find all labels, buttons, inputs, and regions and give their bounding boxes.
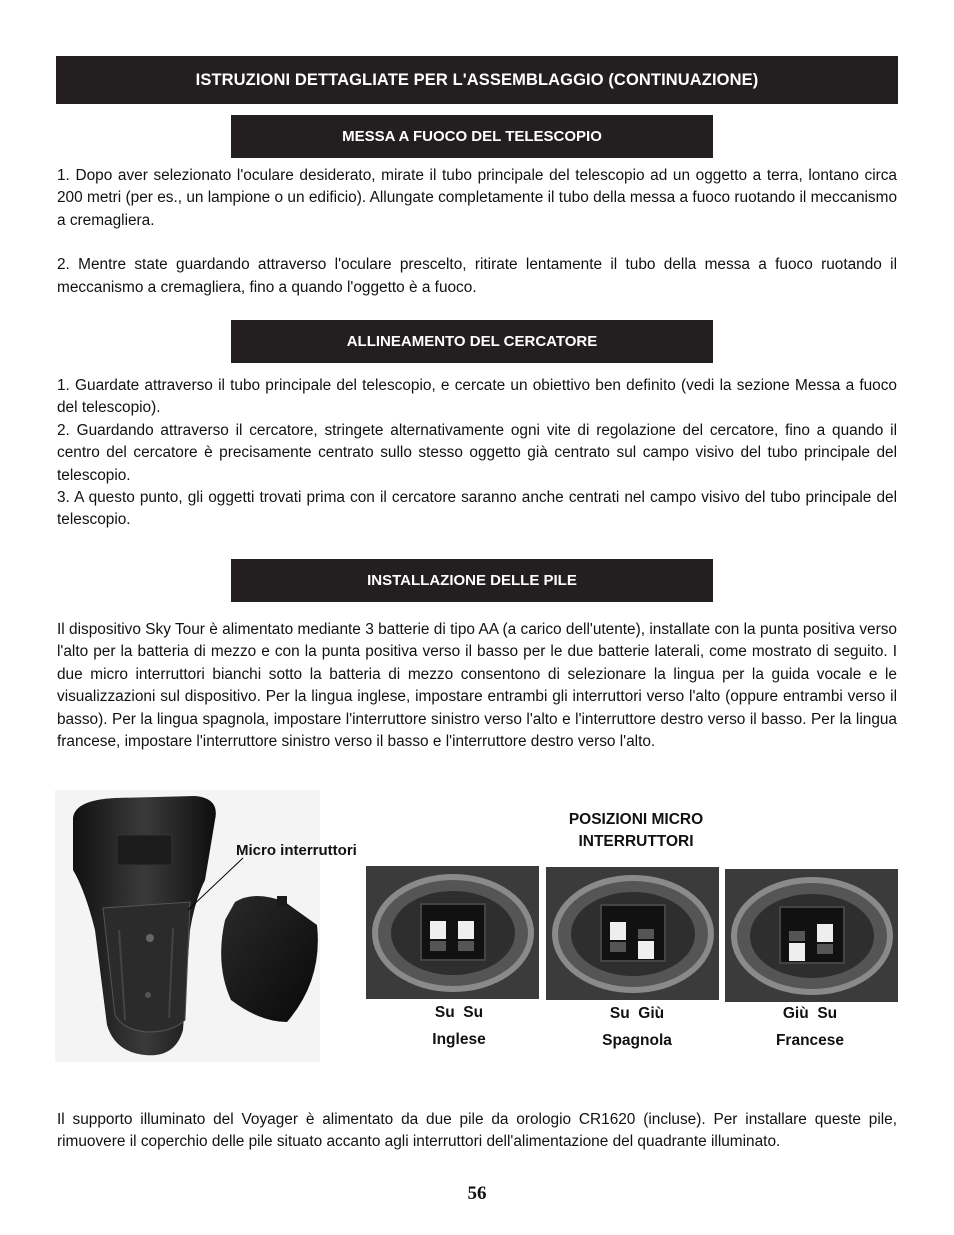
page-header-title: ISTRUZIONI DETTAGLIATE PER L'ASSEMBLAGGIO (CONTINUAZIONE) bbox=[195, 70, 759, 89]
paragraph: 2. Mentre state guardando attraverso l'oculare prescelto, ritirate lentamente il tubo della messa a fuoco ruotando il meccanismo a cremagliera, fino a quando l'oggetto è a fuoco. bbox=[57, 256, 897, 296]
section-body-focus bbox=[57, 165, 897, 299]
paragraph: 1. Guardate attraverso il tubo principale del telescopio, e cercate un obiettivo ben definito (vedi la sezione Messa a fuoco del telescopio). bbox=[57, 377, 897, 417]
section-title: MESSA A FUOCO DEL TELESCOPIO bbox=[342, 128, 602, 145]
switch-positions-label: Su Giù bbox=[609, 1005, 665, 1022]
switch-photo-spagnola bbox=[546, 867, 719, 1000]
page-header-bar bbox=[56, 56, 898, 104]
switch-language-label: Spagnola bbox=[602, 1032, 672, 1049]
paragraph: 3. A questo punto, gli oggetti trovati prima con il cercatore saranno anche centrati nel campo visivo del tubo principale del telescopio. bbox=[57, 489, 897, 529]
device-photo bbox=[55, 790, 320, 1062]
device-callout-label: Micro interruttori bbox=[236, 842, 357, 859]
paragraph: 2. Guardando attraverso il cercatore, stringete alternativamente ogni vite di regolazione del cercatore, fino a quando il centro del cercatore è precisamente centrato sullo stesso oggetto già centrato sul campo visivo del tubo principale del telescopio. bbox=[57, 421, 897, 484]
section-title: ALLINEAMENTO DEL CERCATORE bbox=[346, 333, 598, 350]
section-header-finder bbox=[231, 320, 713, 363]
section-header-batteries bbox=[231, 559, 713, 602]
switch-positions-title bbox=[540, 809, 732, 853]
switch-positions-label: Giù Su bbox=[782, 1005, 838, 1022]
section-body-finder bbox=[57, 375, 897, 532]
switch-positions-title-line: INTERRUTTORI bbox=[578, 833, 694, 850]
switch-photo-francese bbox=[725, 869, 898, 1002]
footer-paragraph bbox=[57, 1109, 897, 1154]
section-title: INSTALLAZIONE DELLE PILE bbox=[367, 572, 577, 589]
switch-positions-label: Su Su bbox=[434, 1004, 484, 1021]
page-number: 56 bbox=[467, 1183, 487, 1204]
paragraph: 1. Dopo aver selezionato l'oculare desiderato, mirate il tubo principale del telescopio ad un oggetto a terra, lontano circa 200 metri (per es., un lampione o un edificio). Allungate completamente il tubo della messa a fuoco ruotando il meccanismo a cremagliera. bbox=[57, 167, 897, 229]
section-body-batteries bbox=[57, 619, 897, 753]
paragraph: Il dispositivo Sky Tour è alimentato mediante 3 batterie di tipo AA (a carico dell'utente), installate con la punta positiva verso l'alto per la batteria di mezzo e con la punta positiva verso il basso per le due batterie laterali, come mostrato di seguito. I due micro interruttori bianchi sotto la batteria di mezzo consentono di selezionare la lingua per la guida vocale e le visualizzazioni sul dispositivo. Per la lingua inglese, impostare entrambi gli interruttori verso l'alto (oppure entrambi verso il basso). Per la lingua spagnola, impostare l'interruttore sinistro verso l'alto e l'interruttore destro verso il basso. Per la lingua francese, impostare l'interruttore sinistro verso il basso e l'interruttore destro verso l'alto. bbox=[57, 621, 897, 751]
remote-device-illustration bbox=[55, 790, 320, 1062]
switch-language-label: Inglese bbox=[432, 1031, 486, 1048]
paragraph: Il supporto illuminato del Voyager è alimentato da due pile da orologio CR1620 (incluse). Per installare queste pile, rimuovere il coperchio delle pile situato accanto agli interruttori dell'alimentazione del quadrante illuminato. bbox=[57, 1111, 897, 1151]
switch-positions-title-line: POSIZIONI MICRO bbox=[568, 811, 704, 828]
section-header-focus bbox=[231, 115, 713, 158]
switch-photo-inglese bbox=[366, 866, 539, 999]
switch-language-label: Francese bbox=[775, 1032, 845, 1049]
